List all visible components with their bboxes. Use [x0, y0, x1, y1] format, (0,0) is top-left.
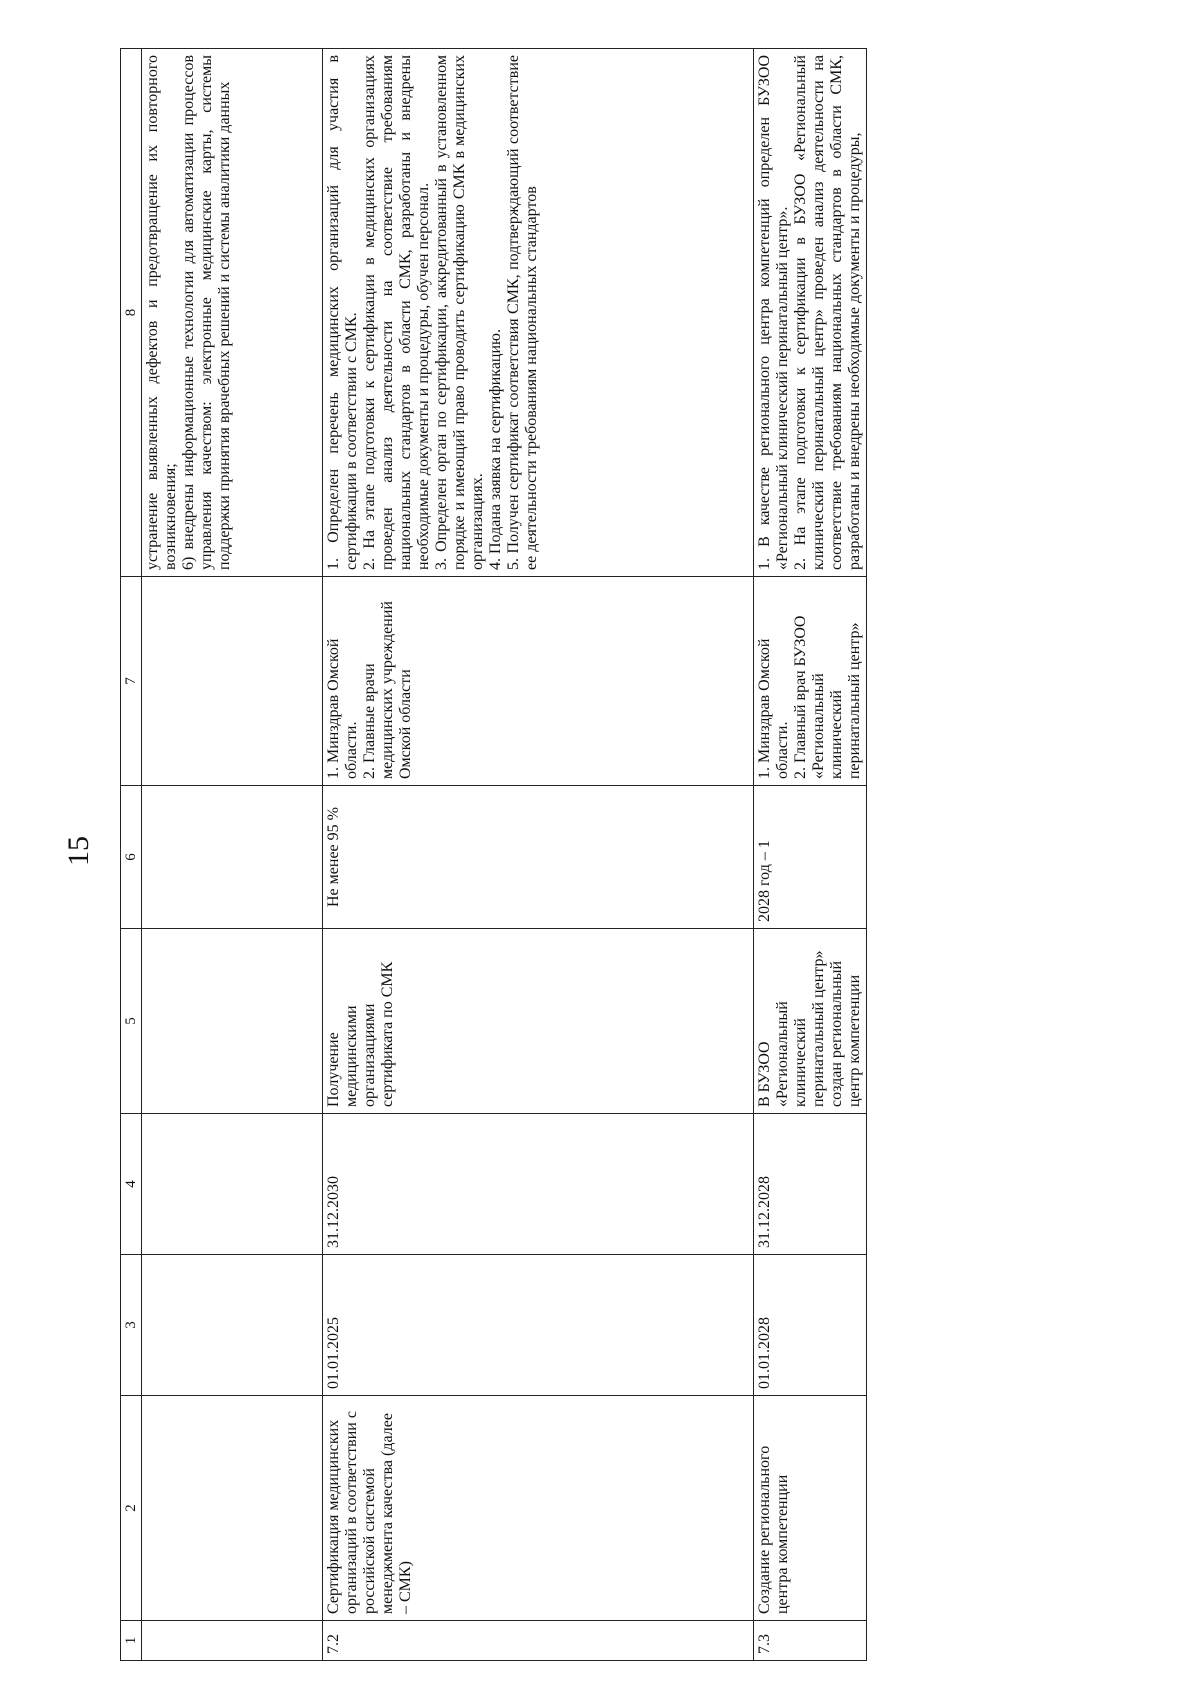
indicator-cell: Не менее 95 % [323, 786, 754, 929]
column-header: 5 [121, 929, 142, 1114]
result-cell: В БУЗОО «Региональный клинический перинатальный центр» создан региональный центр компетенции [754, 929, 867, 1114]
end-date-cell: 31.12.2028 [754, 1114, 867, 1255]
column-header: 8 [121, 49, 142, 577]
table-row [323, 49, 754, 1661]
column-number-header [121, 49, 142, 1661]
plan-table [120, 48, 867, 1661]
indicator-cell [142, 786, 323, 929]
row-number-cell: 7.3 [754, 1621, 867, 1661]
page-number: 15 [62, 836, 95, 866]
description-cell: устранение выявленных дефектов и предотвращение их повторного возникновения; 6) внедрены информационные технологии для автоматизации процессов управления качеством: электронные медицинские карты, системы поддержки принятия врачебных решений и системы аналитики данных [142, 49, 323, 577]
column-header: 3 [121, 1255, 142, 1396]
responsible-cell: 1. Минздрав Омской области. 2. Главный врач БУЗОО «Региональный клинический перинатальный центр» [754, 577, 867, 786]
result-cell [142, 929, 323, 1114]
indicator-cell: 2028 год – 1 [754, 786, 867, 929]
result-cell: Получение медицинскими организациями сертификата по СМК [323, 929, 754, 1114]
column-header: 2 [121, 1396, 142, 1621]
responsible-cell [142, 577, 323, 786]
start-date-cell: 01.01.2028 [754, 1255, 867, 1396]
column-header: 6 [121, 786, 142, 929]
start-date-cell [142, 1255, 323, 1396]
end-date-cell: 31.12.2030 [323, 1114, 754, 1255]
activity-cell: Сертификация медицинских организаций в соответствии с российской системой менеджмента качества (далее – СМК) [323, 1396, 754, 1621]
activity-cell [142, 1396, 323, 1621]
row-number-cell [142, 1621, 323, 1661]
column-header: 4 [121, 1114, 142, 1255]
column-header: 7 [121, 577, 142, 786]
description-cell: 1. В качестве регионального центра компетенций определен БУЗОО «Региональный клинический перинатальный центр». 2. На этапе подготовки к сертификации в БУЗОО «Региональный клинический перинатальный центр» проведен анализ деятельности на соответствие требованиям национальных стандартов в области СМК, разработаны и внедрены необходимые документы и процедуры, [754, 49, 867, 577]
responsible-cell: 1. Минздрав Омской области. 2. Главные врачи медицинских учреждений Омской области [323, 577, 754, 786]
end-date-cell [142, 1114, 323, 1255]
activity-cell: Создание регионального центра компетенции [754, 1396, 867, 1621]
start-date-cell: 01.01.2025 [323, 1255, 754, 1396]
rotated-page-content [120, 49, 1090, 1661]
description-cell: 1. Определен перечень медицинских организаций для участия в сертификации в соответствии с СМК. 2. На этапе подготовки к сертификации в медицинских организациях проведен анализ деятельности на соответствие требованиям национальных стандартов в области СМК, разработаны и внедрены необходимые документы и процедуры, обучен персонал. 3. Определен орган по сертификации, аккредитованный в установленном порядке и имеющий право проводить сертификацию СМК в медицинских организациях. 4. Подана заявка на сертификацию. 5. Получен сертификат соответствия СМК, подтверждающий соответствие ее деятельности требованиям национальных стандартов [323, 49, 754, 577]
table-row [754, 49, 867, 1661]
column-header: 1 [121, 1621, 142, 1661]
row-number-cell: 7.2 [323, 1621, 754, 1661]
table-row [142, 49, 323, 1661]
